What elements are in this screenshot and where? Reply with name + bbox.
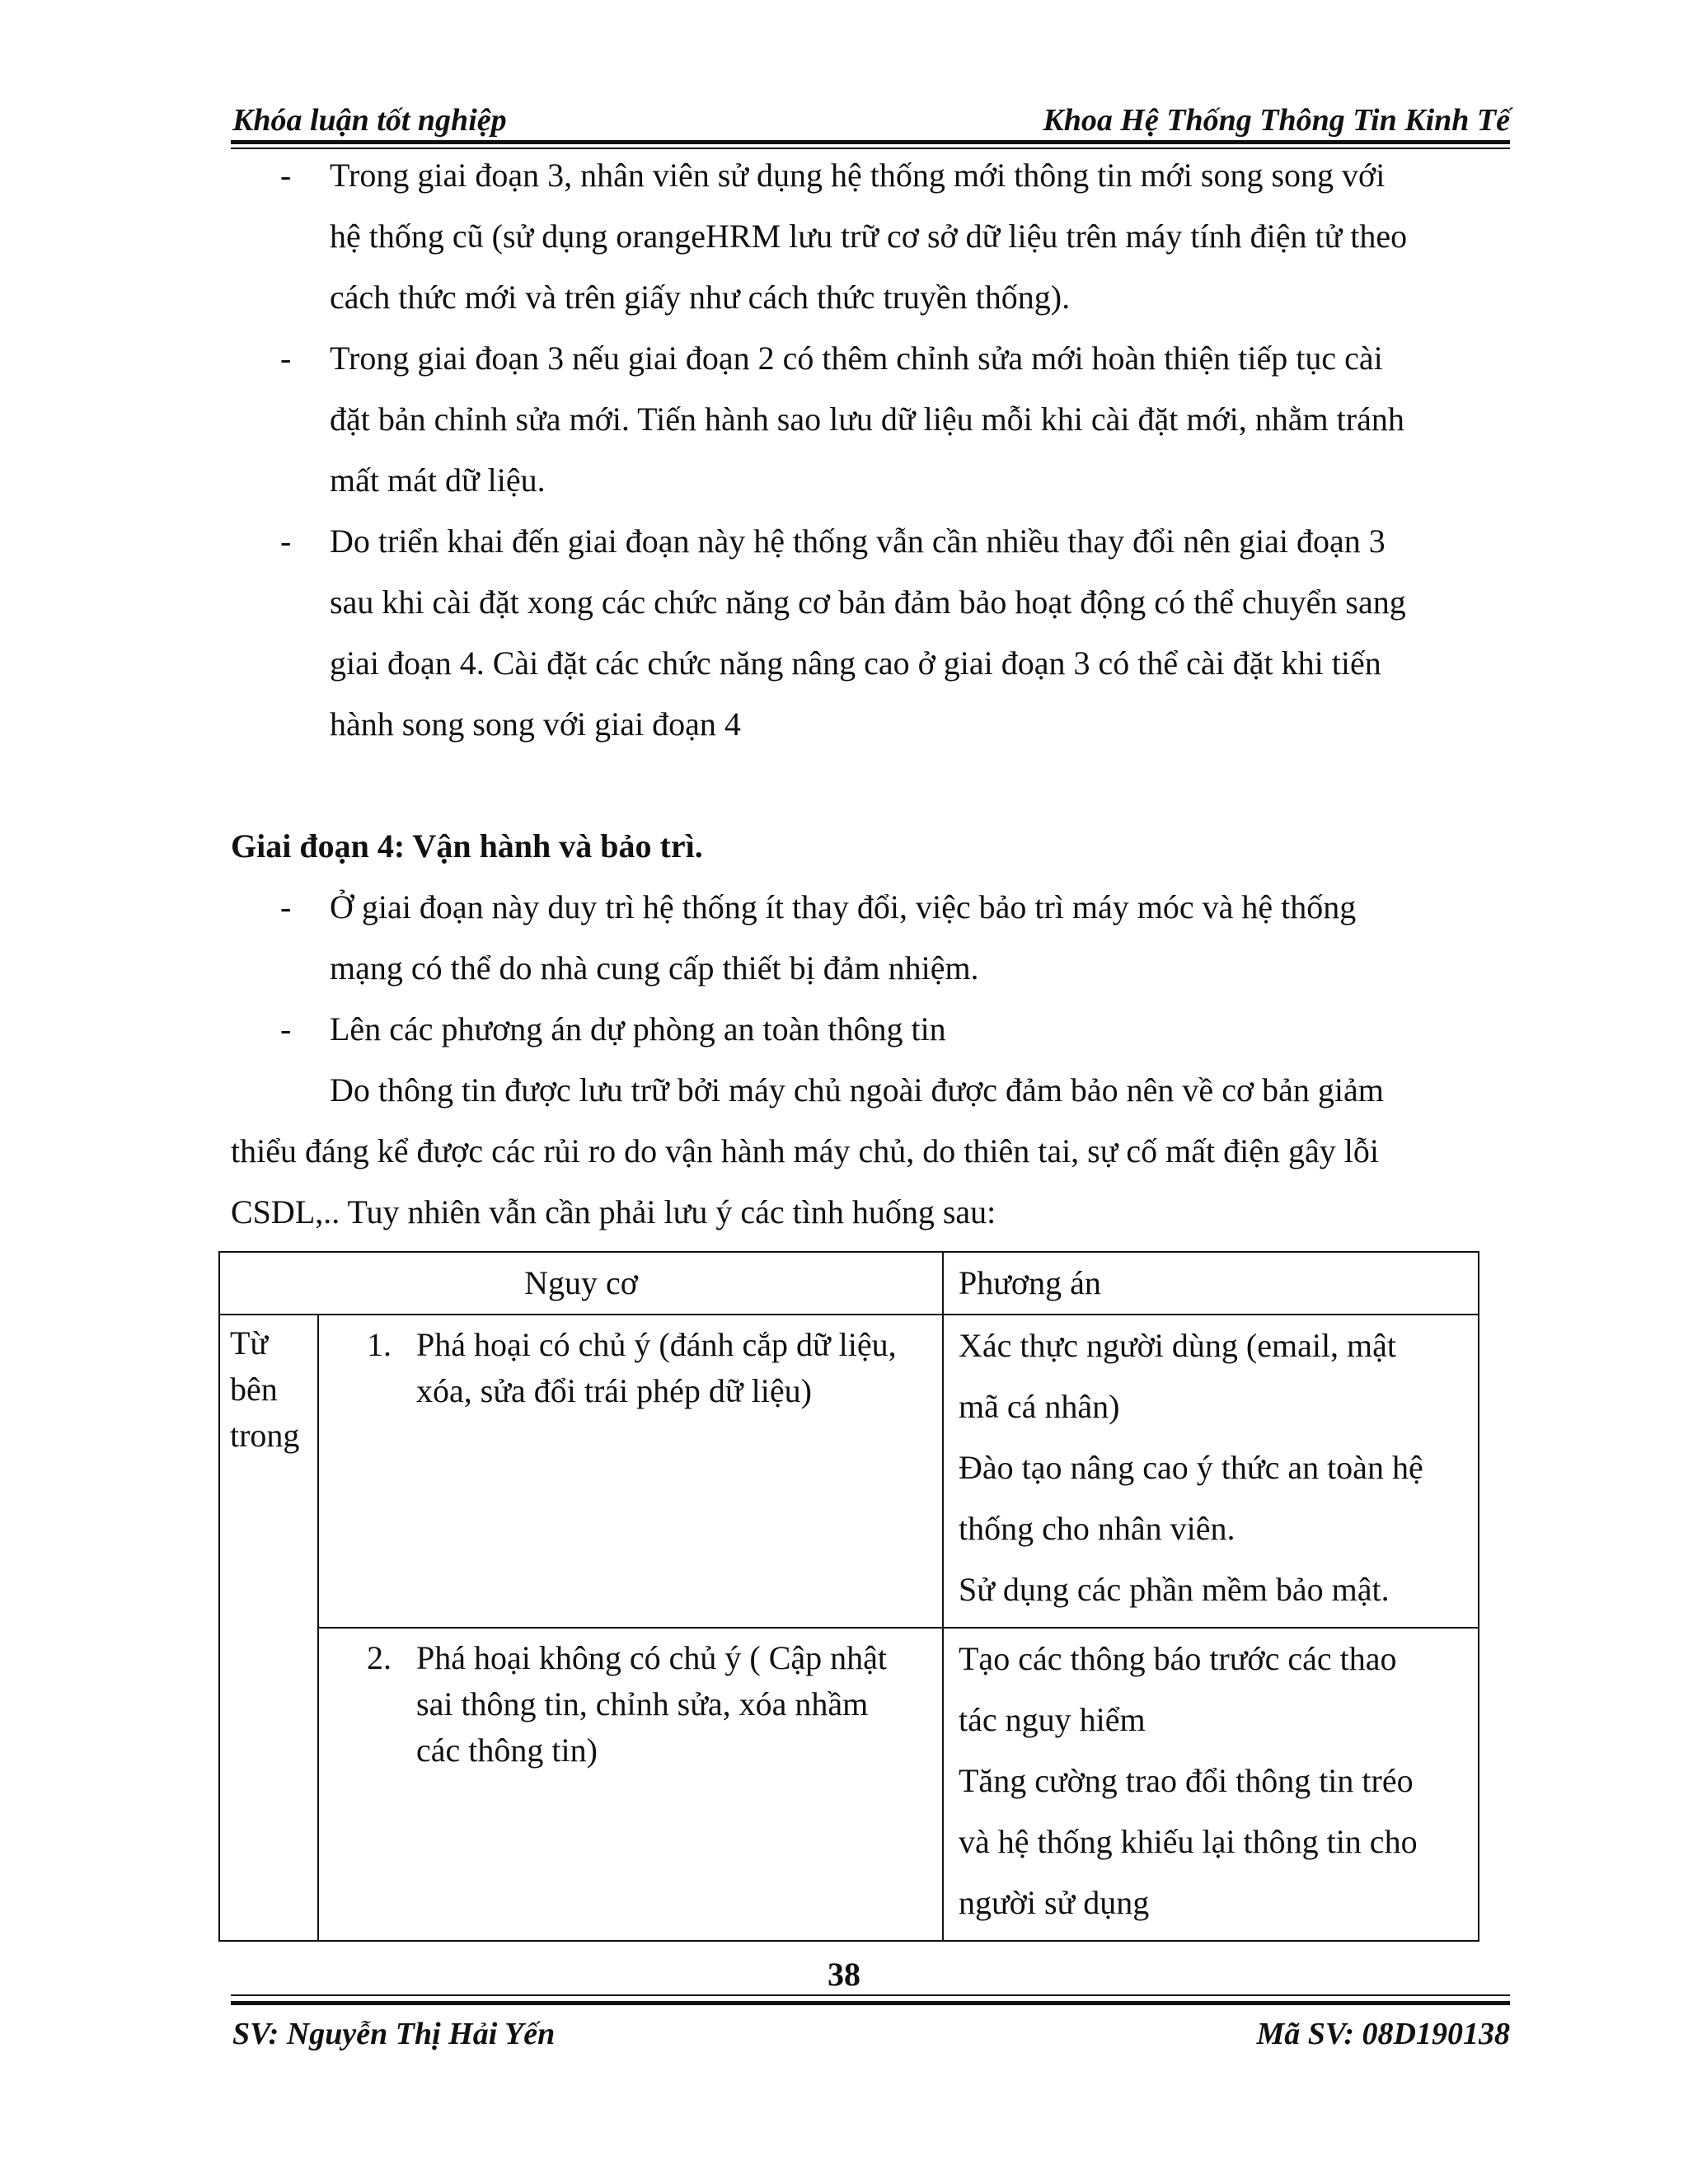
text-line: Phá hoại có chủ ý (đánh cắp dữ liệu, <box>416 1326 897 1363</box>
side-label-line: bên <box>230 1371 278 1408</box>
bullet-text <box>330 511 1508 755</box>
text-line: và hệ thống khiếu lại thông tin cho <box>959 1823 1418 1860</box>
text-line: Đào tạo nâng cao ý thức an toàn hệ <box>959 1449 1423 1486</box>
text-line: Trong giai đoạn 3 nếu giai đoạn 2 có thêm chỉnh sửa mới hoàn thiện tiếp tục cài <box>330 340 1383 377</box>
header-rule-thick <box>231 140 1510 144</box>
text-line: người sử dụng <box>959 1884 1150 1921</box>
risk-cell <box>318 1315 943 1628</box>
table-header-row <box>219 1252 1479 1315</box>
page-header <box>231 94 1510 137</box>
text-line: Phá hoại không có chủ ý ( Cập nhật <box>416 1639 887 1676</box>
header-risk: Nguy cơ <box>219 1252 943 1315</box>
bullet-text <box>330 145 1508 328</box>
text-line: sai thông tin, chỉnh sửa, xóa nhầm <box>416 1685 869 1722</box>
text-line: đặt bản chỉnh sửa mới. Tiến hành sao lưu dữ liệu mỗi khi cài đặt mới, nhằm tránh <box>330 401 1404 438</box>
text-line: sau khi cài đặt xong các chức năng cơ bản đảm bảo hoạt động có thể chuyển sang <box>330 583 1406 621</box>
text-line: các thông tin) <box>416 1732 598 1769</box>
side-label-line: Từ <box>230 1324 269 1361</box>
side-label-line: trong <box>230 1417 300 1454</box>
body-paragraph <box>231 1060 1467 1243</box>
risk-cell <box>318 1628 943 1941</box>
text-line: Do triển khai đến giai đoạn này hệ thống vẫn cần nhiều thay đổi nên giai đoạn 3 <box>330 523 1386 560</box>
bullet-text <box>330 328 1508 511</box>
text-line: cách thức mới và trên giấy như cách thức truyền thống). <box>330 279 1071 316</box>
bullet-marker: - <box>280 157 292 194</box>
text-line: Do thông tin được lưu trữ bởi máy chủ ngoài được đảm bảo nên về cơ bản giảm <box>330 1071 1384 1108</box>
bullet-marker: - <box>280 1010 292 1047</box>
text-line: Ở giai đoạn này duy trì hệ thống ít thay đổi, việc bảo trì máy móc và hệ thống <box>330 888 1357 926</box>
solution-cell <box>943 1628 1479 1941</box>
text-line: mã cá nhân) <box>959 1388 1120 1425</box>
text-line: hệ thống cũ (sử dụng orangeHRM lưu trữ cơ sở dữ liệu trên máy tính điện tử theo <box>330 218 1408 255</box>
side-label <box>219 1315 318 1941</box>
header-solution: Phương án <box>943 1252 1479 1315</box>
header-thesis-title: Khóa luận tốt nghiệp <box>232 103 507 138</box>
text-line: Trong giai đoạn 3, nhân viên sử dụng hệ thống mới thông tin mới song song với <box>330 157 1386 194</box>
footer-student-id: Mã SV: 08D190138 <box>1256 2017 1510 2051</box>
bullet-marker: - <box>280 523 292 560</box>
table-row <box>219 1315 1479 1628</box>
footer-rule-thin <box>231 1994 1510 1996</box>
bullet-text <box>330 999 1508 1060</box>
bullet-marker: - <box>280 888 292 926</box>
footer-student-name: SV: Nguyễn Thị Hải Yến <box>232 2017 556 2051</box>
table-row <box>219 1628 1479 1941</box>
text-line: xóa, sửa đổi trái phép dữ liệu) <box>416 1372 812 1409</box>
section-heading: Giai đoạn 4: Vận hành và bảo trì. <box>231 827 703 865</box>
bullet-marker: - <box>280 340 292 377</box>
text-line: hành song song với giai đoạn 4 <box>330 705 741 743</box>
text-line: CSDL,.. Tuy nhiên vẫn cần phải lưu ý các tình huống sau: <box>231 1193 996 1230</box>
bullet-text <box>330 877 1508 999</box>
page-number: 38 <box>828 1956 860 1993</box>
text-line: Tăng cường trao đổi thông tin tréo <box>959 1762 1414 1799</box>
risk-table <box>218 1251 1479 1942</box>
solution-cell <box>943 1315 1479 1628</box>
text-line: giai đoạn 4. Cài đặt các chức năng nâng cao ở giai đoạn 3 có thể cài đặt khi tiến <box>330 644 1381 682</box>
footer-rule-thick <box>231 2001 1510 2005</box>
item-number: 2. <box>367 1639 392 1676</box>
text-line: mạng có thể do nhà cung cấp thiết bị đảm nhiệm. <box>330 949 979 987</box>
item-number: 1. <box>367 1326 392 1363</box>
header-faculty: Khoa Hệ Thống Thông Tin Kinh Tế <box>1043 103 1510 138</box>
text-line: thiểu đáng kể được các rủi ro do vận hành máy chủ, do thiên tai, sự cố mất điện gây lỗi <box>231 1132 1380 1169</box>
text-line: Sử dụng các phần mềm bảo mật. <box>959 1571 1390 1608</box>
page-footer <box>231 2011 1510 2060</box>
text-line: Xác thực người dùng (email, mật <box>959 1327 1397 1364</box>
text-line: Tạo các thông báo trước các thao <box>959 1640 1397 1677</box>
text-line: Lên các phương án dự phòng an toàn thông tin <box>330 1010 946 1047</box>
text-line: tác nguy hiểm <box>959 1701 1146 1738</box>
text-line: mất mát dữ liệu. <box>330 462 546 499</box>
text-line: thống cho nhân viên. <box>959 1510 1236 1547</box>
